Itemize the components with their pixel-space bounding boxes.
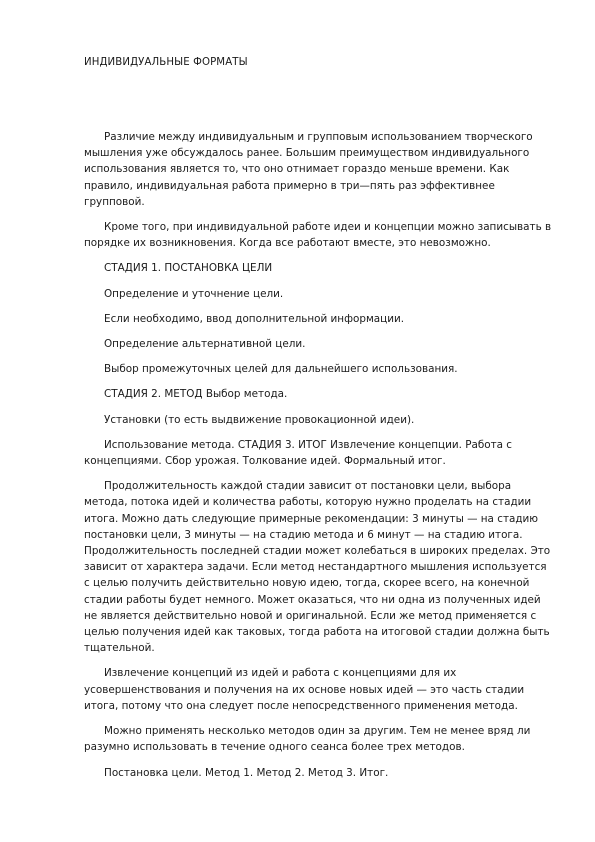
document-body bbox=[84, 129, 554, 790]
paragraph-individual-work: Кроме того, при индивидуальной работе идеи и концепции можно записывать в порядке их возникновения. Когда все работают вместе, это невозможно. bbox=[84, 221, 552, 250]
paragraph-duration: Продолжительность каждой стадии зависит от постановки цели, выбора метода, потока идей и количества работы, которую нужно проделать на стадии итога. Можно дать следующие примерные рекомендации: 3 минуты — на стадию постановки цели, 3 минуты — на стадию метода и 6 минут — на стадию итога. Продолжительность последней стадии может колебаться в широких пределах. Это зависит от характера задачи. Если метод нестандартного мышления используется с целью получить действительно новую идею, тогда, скорее всего, на конечной стадии работы будет немного. Может оказаться, что ни одна из полученных идей не является действительно новой и оригинальной. Если же метод применяется с целью получения идей как таковых, тогда работа на итоговой стадии должна быть тщательной. bbox=[84, 480, 551, 655]
stage-1-item-define-goal: Определение и уточнение цели. bbox=[104, 287, 284, 300]
stage-1-item-alternative-goal: Определение альтернативной цели. bbox=[104, 338, 306, 351]
document-title: ИНДИВИДУАЛЬНЫЕ ФОРМАТЫ bbox=[84, 57, 248, 68]
paragraph-sequence: Постановка цели. Метод 1. Метод 2. Метод 3. Итог. bbox=[104, 766, 389, 779]
stage-1-item-intermediate-goals: Выбор промежуточных целей для дальнейшего использования. bbox=[104, 363, 458, 376]
paragraph-intro: Различие между индивидуальным и групповым использованием творческого мышления уже обсуждалось ранее. Большим преимуществом индивидуального использования является то, что оно отнимает гораздо меньше времени. Как правило, индивидуальная работа примерно в три—пять раз эффективнее групповой. bbox=[84, 131, 533, 208]
stage-2-item-settings: Установки (то есть выдвижение провокационной идеи). bbox=[104, 413, 415, 426]
paragraph-multiple-methods: Можно применять несколько методов один за другим. Тем не менее вряд ли разумно использовать в течение одного сеанса более трех методов. bbox=[84, 725, 531, 754]
stage-1-item-extra-info: Если необходимо, ввод дополнительной информации. bbox=[104, 312, 405, 325]
paragraph-concept-extraction: Извлечение концепций из идей и работа с концепциями для их усовершенствования и получения на их основе новых идей — это часть стадии итога, потому что она следует после непосредственного применения метода. bbox=[84, 667, 525, 712]
stage-3-paragraph: Использование метода. СТАДИЯ 3. ИТОГ Извлечение концепции. Работа с концепциями. Сбор урожая. Толкование идей. Формальный итог. bbox=[84, 438, 513, 468]
stage-1-heading: СТАДИЯ 1. ПОСТАНОВКА ЦЕЛИ bbox=[104, 262, 273, 275]
stage-2-heading: СТАДИЯ 2. МЕТОД Выбор метода. bbox=[104, 388, 288, 401]
